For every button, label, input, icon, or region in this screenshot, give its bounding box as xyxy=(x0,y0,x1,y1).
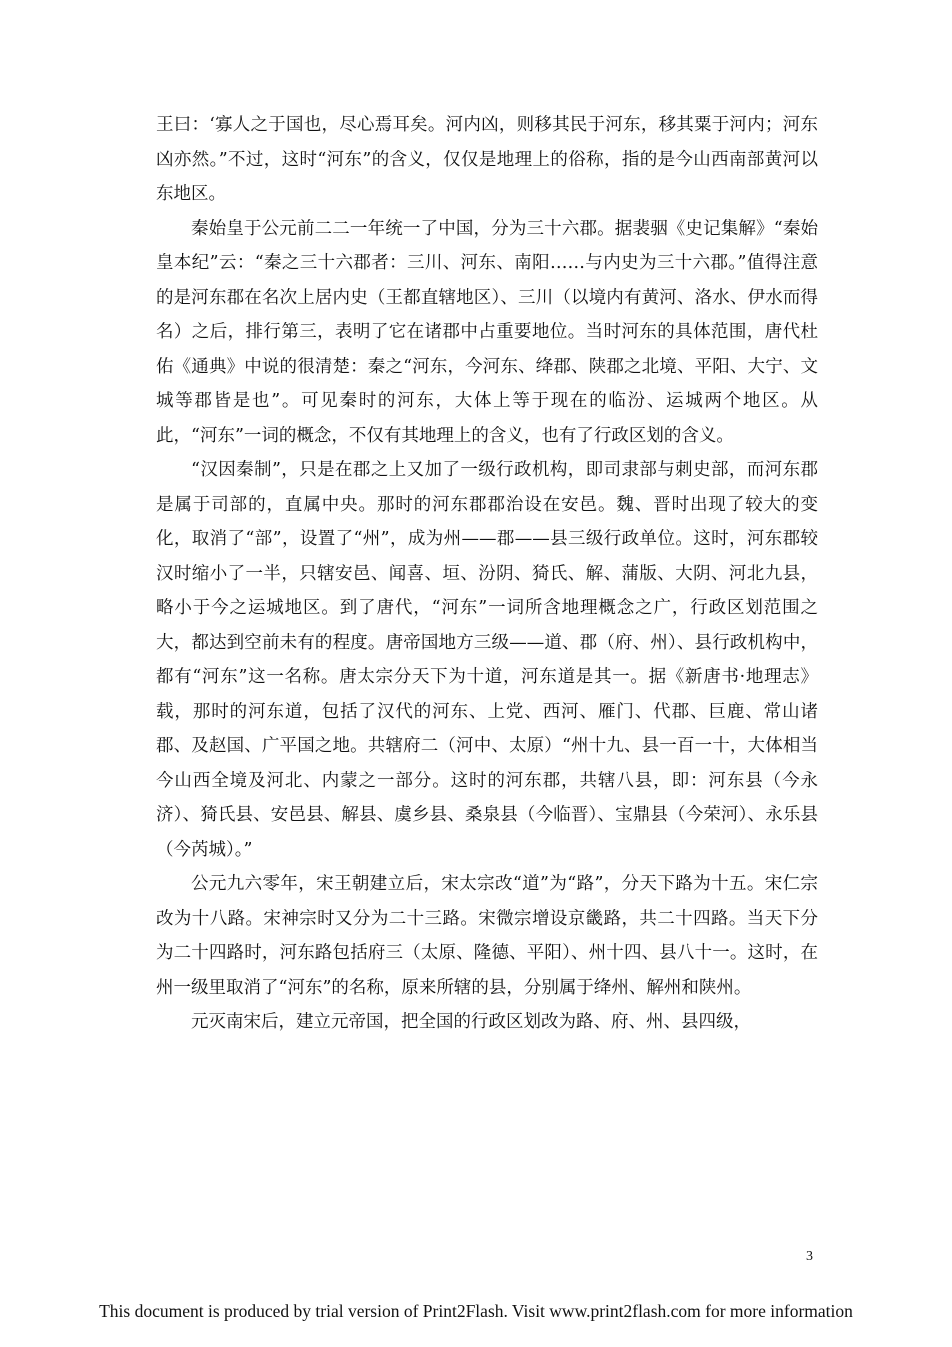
paragraph-5: 元灭南宋后，建立元帝国，把全国的行政区划改为路、府、州、县四级， xyxy=(191,1012,751,1032)
body-text xyxy=(156,108,818,1040)
paragraph-4: 公元九六零年，宋王朝建立后，宋太宗改“道”为“路”，分天下路为十五。宋仁宗改为十八路。宋神宗时又分为二十三路。宋微宗增设京畿路，共二十四路。当天下分为二十四路时，河东路包括府三（太原、隆德、平阳）、州十四、县八十一。这时，在州一级里取消了“河东”的名称，原来所辖的县，分别属于绛州、解州和陕州。 xyxy=(156,874,818,998)
page-number: 3 xyxy=(806,1249,813,1264)
paragraph-3: “汉因秦制”，只是在郡之上又加了一级行政机构，即司隶部与刺史部，而河东郡是属于司部的，直属中央。那时的河东郡郡治设在安邑。魏、晋时出现了较大的变化，取消了“部”，设置了“州”，成为州——郡——县三级行政单位。这时，河东郡较汉时缩小了一半，只辖安邑、闻喜、垣、汾阴、猗氏、解、蒲版、大阴、河北九县，略小于今之运城地区。到了唐代，“河东”一词所含地理概念之广，行政区划范围之大，都达到空前未有的程度。唐帝国地方三级——道、郡（府、州）、县行政机构中，都有“河东”这一名称。唐太宗分天下为十道，河东道是其一。据《新唐书·地理志》载，那时的河东道，包括了汉代的河东、上党、西河、雁门、代郡、巨鹿、常山诸郡、及赵国、广平国之地。共辖府二（河中、太原）“州十九、县一百一十，大体相当今山西全境及河北、内蒙之一部分。这时的河东郡，共辖八县，即：河东县（今永济）、猗氏县、安邑县、解县、虞乡县、桑泉县（今临晋）、宝鼎县（今荣河）、永乐县（今芮城）。” xyxy=(156,460,818,860)
trial-version-footer: This document is produced by trial version of Print2Flash. Visit www.print2flash.com for more information xyxy=(99,1301,853,1321)
paragraph-2: 秦始皇于公元前二二一年统一了中国，分为三十六郡。据裴骃《史记集解》“秦始皇本纪”云：“秦之三十六郡者：三川、河东、南阳……与内史为三十六郡。”值得注意的是河东郡在名次上居内史（王都直辖地区）、三川（以境内有黄河、洛水、伊水而得名）之后，排行第三，表明了它在诸郡中占重要地位。当时河东的具体范围，唐代杜佑《通典》中说的很清楚：秦之“河东，今河东、绛郡、陕郡之北境、平阳、大宁、文城等郡皆是也”。可见秦时的河东，大体上等于现在的临汾、运城两个地区。从此，“河东”一词的概念，不仅有其地理上的含义，也有了行政区划的含义。 xyxy=(156,218,818,446)
paragraph-1: 王曰：‘寡人之于国也，尽心焉耳矣。河内凶，则移其民于河东，移其粟于河内；河东凶亦然。”不过，这时“河东”的含义，仅仅是地理上的俗称，指的是今山西南部黄河以东地区。 xyxy=(156,115,818,204)
